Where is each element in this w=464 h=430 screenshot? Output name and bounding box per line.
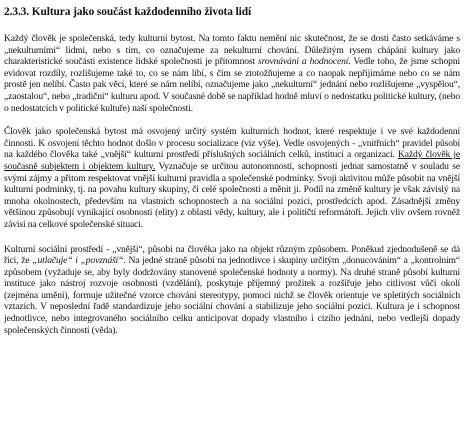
paragraph-2 [4,126,460,230]
paragraph-1-text: Každý člověk je společenská, tedy kulturní bytost. Na tomto faktu nemění nic skutečnost, že se dosti často setkáváme s „nekulturními“ lidmi, nebo s tím, co označujeme za nekulturní chování. Důležitým rysem chápání kultury jako charakteristické součásti existence lidské společnosti je přítomnost [4,33,460,68]
paragraph-2-underlined-sentence: Každý člověk je současně subjektem i objektem kultury. [4,149,460,172]
paragraph-1 [4,33,460,114]
paragraph-3-text: Kulturní sociální prostředí - „vnější“, působí na člověka jako na objekt různým způsobem. Poněkud zjednodušeně se dá říci, že [4,243,460,267]
paragraph-2-text: Člověk jako společenská bytost má osvojený určitý systém kulturních hodnot, které respektuje i ve své každodenní činnosti. K osvojení těchto hodnot došlo v procesu socializace (viz výše). Vedle osvojených - „vnitřních“ pravidel působí na každého člověka také „vnější“ kulturní prostředí příslušných sociálních celků, institucí a organizací. [4,126,460,161]
paragraph-2-text-end: Vyznačuje se určitou autonomností, schopností jednat samostatně v souladu se svými zájmy a přitom respektovat vnější kulturní pravidla a společenské podmínky. Svoji aktivitou může působit na vnější kulturní podmínky, tj. na povahu kultury skupiny, či celé společnosti a měnit ji. Podíl na změně kultury je však závislý na mnoha okolnostech, především na vlastních schopnostech a na sociální pozici, prostředcích apod. Zásadnější změny většinou způsobují vynikající osobnosti (elity) z oblasti vědy, kultury, ale i političtí reformátoři. Jejich vliv ovšem rovněž závisí na celkové společenské situaci. [4,160,460,230]
section-heading: 2.3.3. Kultura jako součást každodenního života lidí [4,6,252,18]
paragraph-3-text-end: . Na jedné straně působí na jednotlivce i skupiny určitým „donucováním“ a „kontrolním“ způsobem (vyžaduje se, aby byly dodržovány stanovené společenské hodnoty a normy). Na druhé straně působí kulturní instituce jako nástroj rozvoje osobnosti (vzdělání), poskytuje příjemný prožitek a rozšiřuje jeho citlivost vůči okolí (zejména umění), formuje užitečné vzorce chování stereotypy, pomocí nichž se člověk orientuje ve spletitých sociálních vztazích. V neposlední řadě standardizuje jeho sociální chování a stabilizuje jeho sociální pozici. Kultura je i schopnost jednotlivce, nebo integrovaného sociálního celku anticipovat dopady vlastního i cizího jednání, nebo vedlejší dopady společenských činností (věda). [4,255,460,336]
paragraph-1-italic-phrase: srovnávání a hodnocení [258,56,349,68]
paragraph-1-text-end: . Vedle toho, že jsme schopni evidovat rozdíly, rozlišujeme také to, co se nám líbí, s čím se ztotožňujeme a co naopak nepřijímáme nebo co se nám prostě jen nelíbí. Často pak věci, které se nám nelíbí, označujeme jako „nekulturní“ jednání nebo rozlišujeme „vyspělou“, „zaostalou“, nebo „tradiční“ kulturu apod. V současné době se například hodně mluví o nedostatku politické kultury, (nebo o nedostatcích v politické kultuře) naší společnosti. [4,56,460,114]
paragraph-3-italic-phrase: „utlačuje“ i „povznáší“ [32,255,124,267]
paragraph-3 [4,244,460,337]
